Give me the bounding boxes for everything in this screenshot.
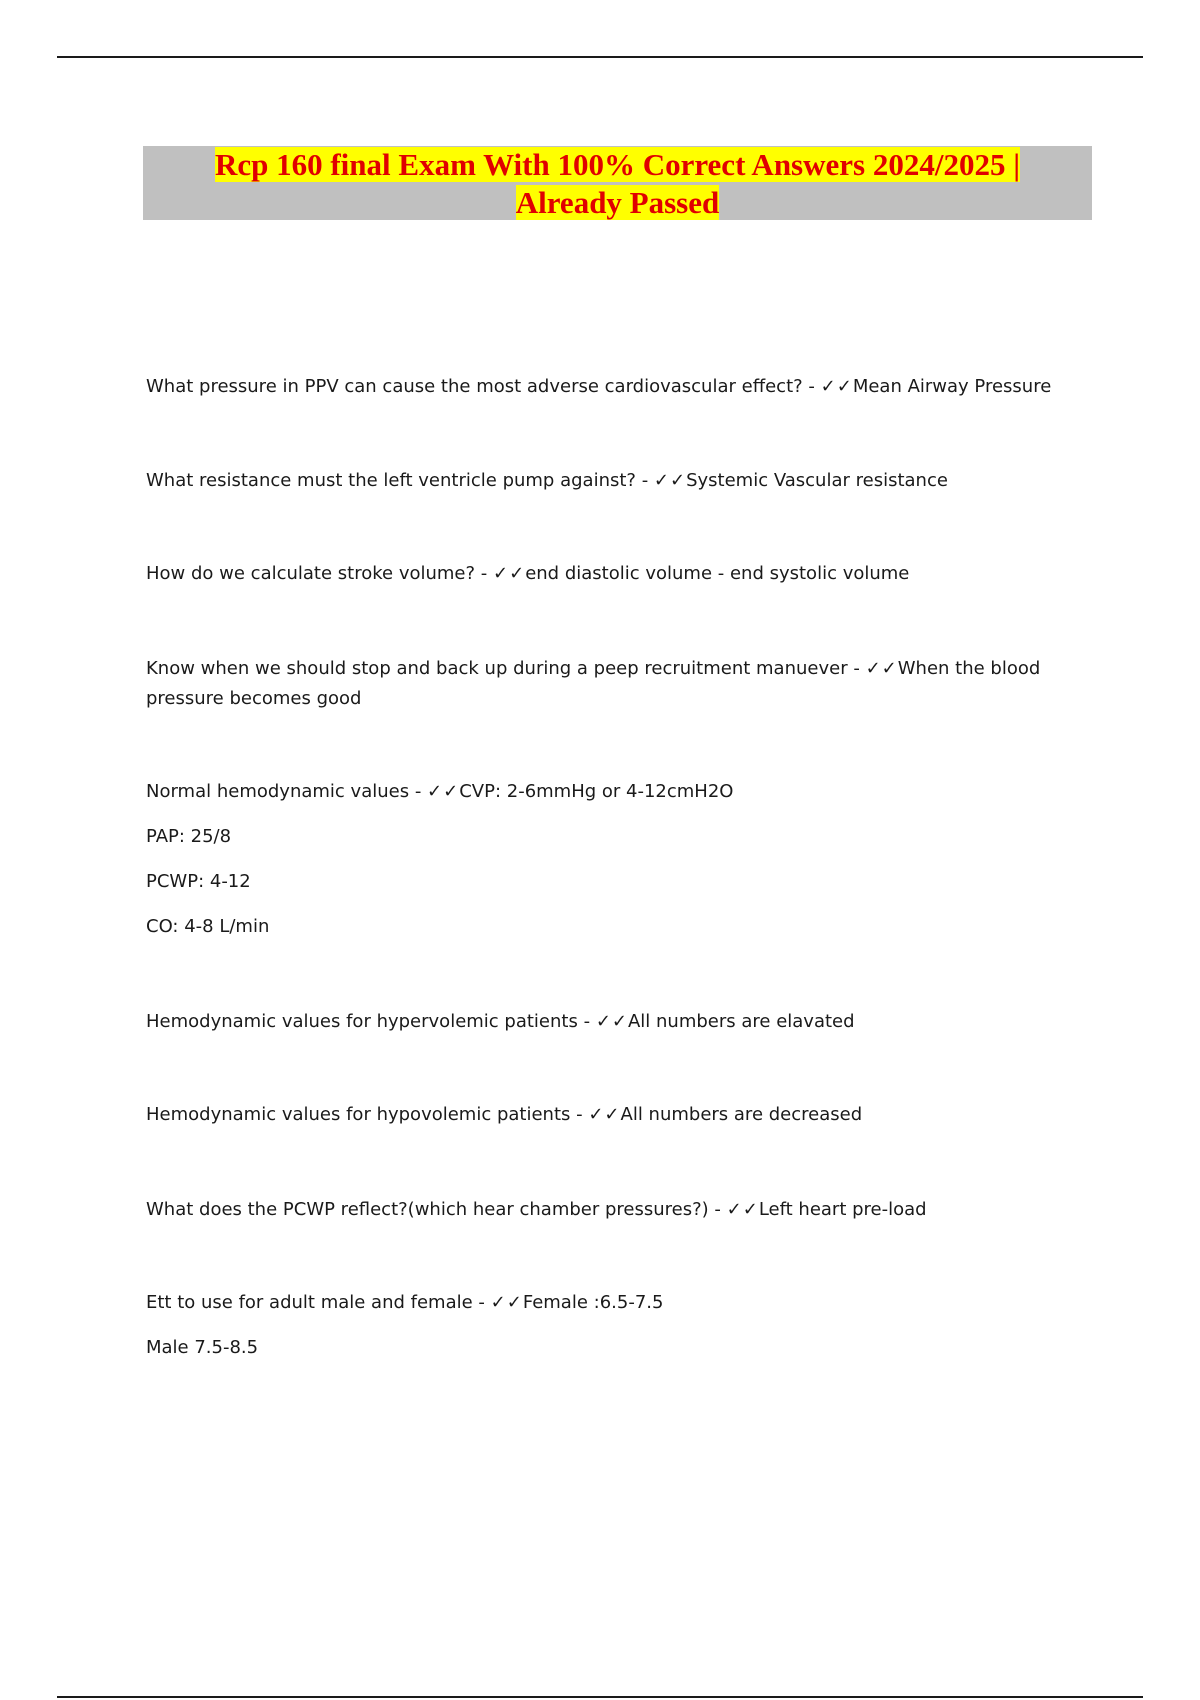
check-mark-icon: ✓✓ bbox=[726, 1199, 759, 1220]
question-text: What pressure in PPV can cause the most adverse cardiovascular effect? bbox=[146, 376, 803, 397]
question-text: What resistance must the left ventricle pump against? bbox=[146, 470, 636, 491]
qa-item bbox=[146, 777, 1076, 942]
answer-text: Systemic Vascular resistance bbox=[686, 470, 948, 491]
separator: - bbox=[635, 470, 654, 491]
separator: - bbox=[802, 376, 821, 397]
qa-item bbox=[146, 1288, 1076, 1363]
check-mark-icon: ✓✓ bbox=[653, 470, 687, 491]
question-text: Ett to use for adult male and female bbox=[146, 1292, 473, 1313]
document-title-box bbox=[143, 146, 1092, 220]
question-text: Normal hemodynamic values bbox=[146, 781, 410, 802]
answer-extra-line: Male 7.5-8.5 bbox=[146, 1337, 259, 1358]
answer-text: All numbers are elavated bbox=[627, 1011, 855, 1032]
qa-item bbox=[146, 559, 1076, 589]
answer-extra-line: PAP: 25/8 bbox=[146, 826, 232, 847]
separator: - bbox=[475, 563, 494, 584]
qa-item bbox=[146, 1195, 1076, 1225]
separator: - bbox=[570, 1104, 589, 1125]
question-text: Hemodynamic values for hypervolemic patients bbox=[146, 1011, 578, 1032]
answer-text: All numbers are decreased bbox=[620, 1104, 863, 1125]
separator: - bbox=[847, 658, 866, 679]
check-mark-icon: ✓✓ bbox=[595, 1011, 628, 1032]
check-mark-icon: ✓✓ bbox=[493, 563, 526, 584]
separator: - bbox=[472, 1292, 491, 1313]
qa-item bbox=[146, 372, 1076, 402]
separator: - bbox=[708, 1199, 727, 1220]
answer-extra-line: PCWP: 4-12 bbox=[146, 871, 251, 892]
check-mark-icon: ✓✓ bbox=[865, 658, 898, 679]
answer-text: Left heart pre-load bbox=[758, 1199, 927, 1220]
answer-text: When the blood pressure becomes good bbox=[146, 658, 1041, 709]
document-title-line-2: Already Passed bbox=[515, 185, 720, 220]
check-mark-icon: ✓✓ bbox=[490, 1292, 523, 1313]
separator: - bbox=[409, 781, 428, 802]
question-text: Know when we should stop and back up during a peep recruitment manuever bbox=[146, 658, 848, 679]
question-text: How do we calculate stroke volume? bbox=[146, 563, 476, 584]
bottom-rule bbox=[57, 1696, 1143, 1698]
answer-text: end diastolic volume - end systolic volume bbox=[525, 563, 910, 584]
check-mark-icon: ✓✓ bbox=[588, 1104, 621, 1125]
qa-item bbox=[146, 1100, 1076, 1130]
question-text: What does the PCWP reflect?(which hear chamber pressures?) bbox=[146, 1199, 709, 1220]
check-mark-icon: ✓✓ bbox=[427, 781, 460, 802]
answer-text: Female :6.5-7.5 bbox=[522, 1292, 664, 1313]
question-text: Hemodynamic values for hypovolemic patients bbox=[146, 1104, 571, 1125]
answer-text: Mean Airway Pressure bbox=[852, 376, 1052, 397]
top-rule bbox=[57, 56, 1143, 58]
qa-item bbox=[146, 466, 1076, 496]
qa-item bbox=[146, 1007, 1076, 1037]
separator: - bbox=[577, 1011, 596, 1032]
answer-extra-line: CO: 4-8 L/min bbox=[146, 916, 270, 937]
document-title-line-1: Rcp 160 final Exam With 100% Correct Answers 2024/2025 | bbox=[214, 147, 1021, 182]
check-mark-icon: ✓✓ bbox=[820, 376, 853, 397]
qa-item bbox=[146, 654, 1076, 714]
answer-text: CVP: 2-6mmHg or 4-12cmH2O bbox=[459, 781, 734, 802]
